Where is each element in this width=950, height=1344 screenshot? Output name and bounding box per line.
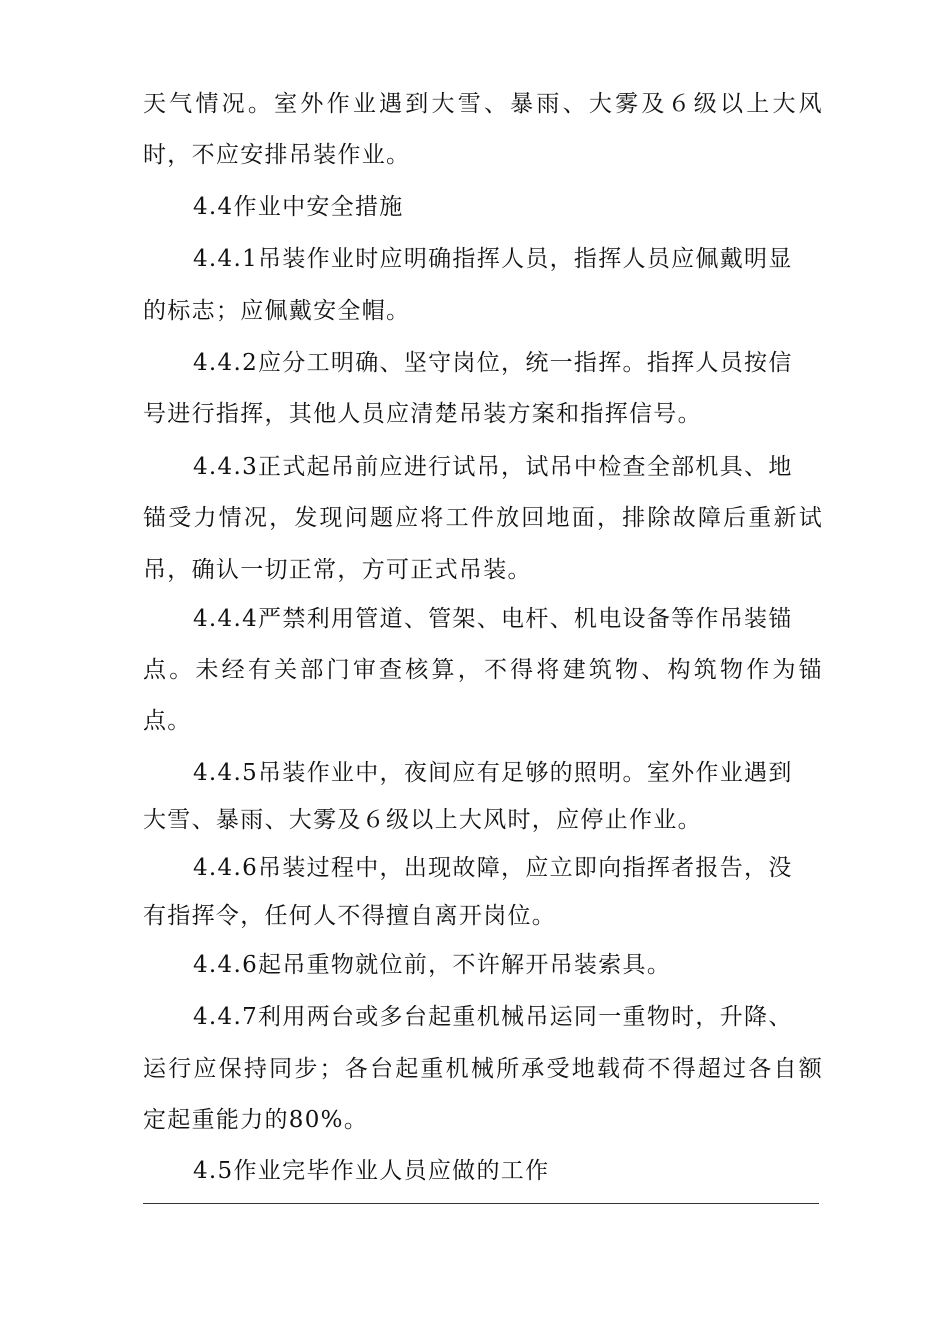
text-line: 4.4.7利用两台或多台起重机械吊运同一重物时，升降、 xyxy=(193,1004,793,1030)
text-line: 4.4.6吊装过程中，出现故障，应立即向指挥者报告，没 xyxy=(193,855,793,881)
text-line: 4.4.3正式起吊前应进行试吊，试吊中检查全部机具、地 xyxy=(193,454,793,480)
text-line: 点。 xyxy=(143,708,192,734)
text-line: 定起重能力的80%。 xyxy=(143,1107,369,1133)
text-line: 号进行指挥，其他人员应清楚吊装方案和指挥信号。 xyxy=(143,401,702,427)
text-line: 时，不应安排吊装作业。 xyxy=(143,142,411,168)
text-line: 有指挥令，任何人不得擅自离开岗位。 xyxy=(143,903,557,929)
text-line: 大雪、暴雨、大雾及６级以上大风时，应停止作业。 xyxy=(143,807,702,833)
text-line: 4.4.5吊装作业中，夜间应有足够的照明。室外作业遇到 xyxy=(193,760,793,786)
section-heading: 4.5作业完毕作业人员应做的工作 xyxy=(193,1158,550,1184)
section-heading: 4.4作业中安全措施 xyxy=(193,194,404,220)
text-line: 点。未经有关部门审查核算，不得将建筑物、构筑物作为锚 xyxy=(143,657,823,683)
text-line: 4.4.4严禁利用管道、管架、电杆、机电设备等作吊装锚 xyxy=(193,606,793,632)
text-line: 4.4.1吊装作业时应明确指挥人员，指挥人员应佩戴明显 xyxy=(193,246,793,272)
text-line: 的标志；应佩戴安全帽。 xyxy=(143,298,411,324)
footer-divider xyxy=(143,1203,819,1204)
text-line: 锚受力情况，发现问题应将工件放回地面，排除故障后重新试 xyxy=(143,505,823,531)
text-line: 吊，确认一切正常，方可正式吊装。 xyxy=(143,557,532,583)
text-line: 运行应保持同步；各台起重机械所承受地载荷不得超过各自额 xyxy=(143,1056,823,1082)
text-line: 4.4.2应分工明确、坚守岗位，统一指挥。指挥人员按信 xyxy=(193,350,793,376)
text-line: 4.4.6起吊重物就位前，不许解开吊装索具。 xyxy=(193,952,672,978)
text-line: 天气情况。室外作业遇到大雪、暴雨、大雾及６级以上大风 xyxy=(143,91,823,117)
